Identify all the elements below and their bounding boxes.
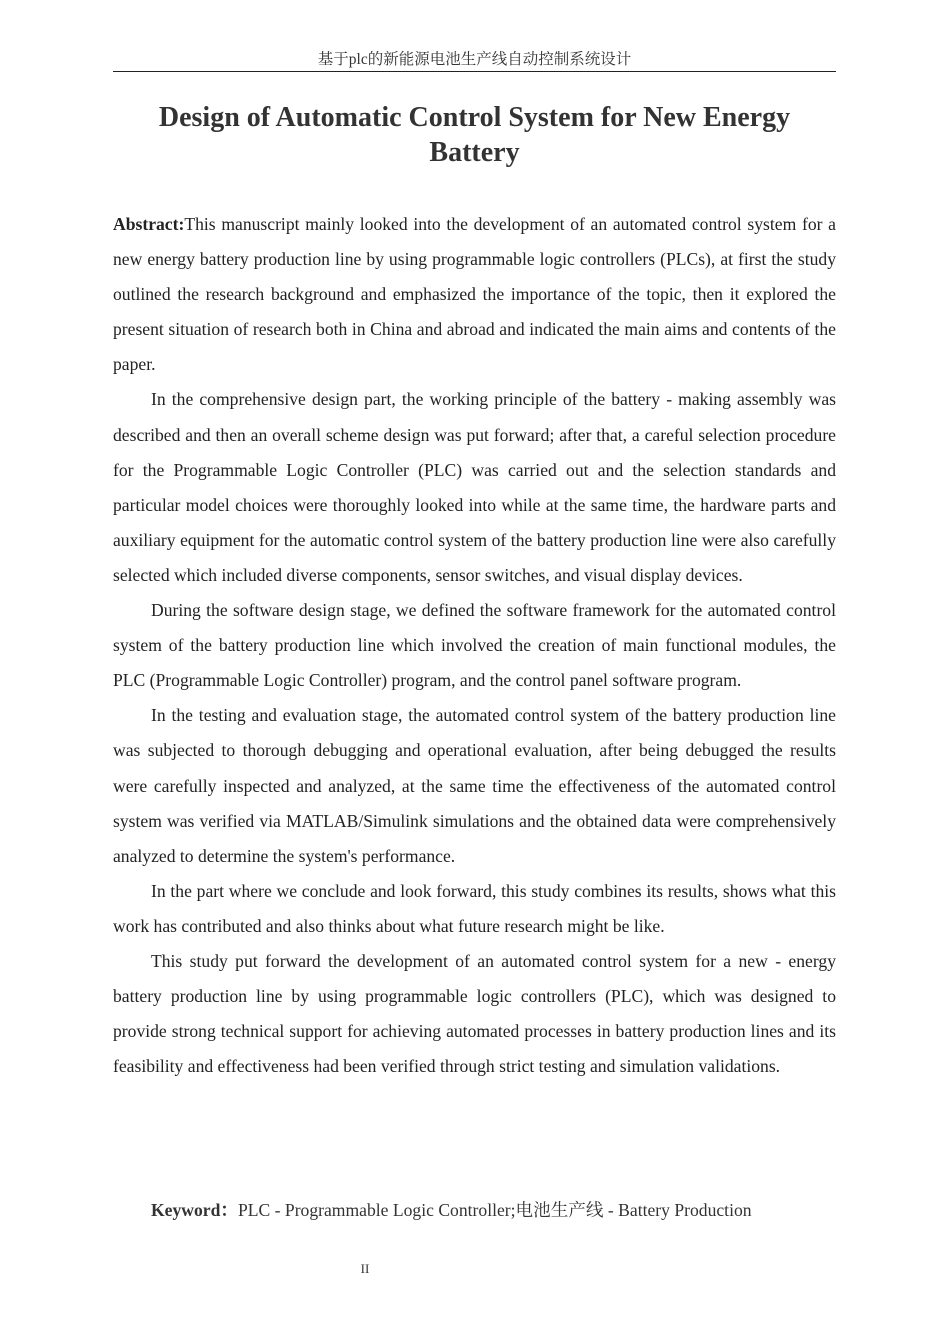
abstract-section xyxy=(113,207,836,1084)
paper-title: Design of Automatic Control System for New Energy Battery xyxy=(158,102,791,168)
page-number: II xyxy=(360,1261,370,1276)
abstract-paragraph-5: In the part where we conclude and look forward, this study combines its results, shows what this work has contributed and also thinks about what future research might be like. xyxy=(113,880,836,936)
abstract-paragraph-4: In the testing and evaluation stage, the automated control system of the battery production line was subjected to thorough debugging and operational evaluation, after being debugged the results were carefully inspected and analyzed, at the same time the effectiveness of the automated control system was verified via MATLAB/Simulink simulations and the obtained data were comprehensively analyzed to determine the system's performance. xyxy=(113,705,836,866)
header-rule xyxy=(113,71,836,72)
keywords-label: Keyword： xyxy=(151,1200,238,1220)
keywords-text: PLC - Programmable Logic Controller;电池生产线 - Battery Production xyxy=(237,1200,752,1220)
abstract-paragraph-3: During the software design stage, we defined the software framework for the automated control system of the battery production line which involved the creation of main functional modules, the PLC (Programmable Logic Controller) program, and the control panel software program. xyxy=(113,600,836,691)
abstract-paragraph-6: This study put forward the development of an automated control system for a new - energy battery production line by using programmable logic controllers (PLC), which was designed to provide strong technical support for achieving automated processes in battery production lines and its feasibility and effectiveness had been verified through strict testing and simulation validations. xyxy=(113,950,836,1077)
abstract-paragraph-1-text: This manuscript mainly looked into the development of an automated control system for a new energy battery production line by using programmable logic controllers (PLCs), at first the study outlined the research background and emphasized the importance of the topic, then it explored the present situation of research both in China and abroad and indicated the main aims and contents of the paper. xyxy=(113,214,836,375)
running-header: 基于plc的新能源电池生产线自动控制系统设计 xyxy=(317,51,632,68)
abstract-label: Abstract: xyxy=(113,214,185,234)
abstract-paragraph-2: In the comprehensive design part, the working principle of the battery - making assembly was described and then an overall scheme design was put forward; after that, a careful selection procedure for the Programmable Logic Controller (PLC) was carried out and the selection standards and particular model choices were thoroughly looked into while at the same time, the hardware parts and auxiliary equipment for the automatic control system of the battery production line were also carefully selected which included diverse components, sensor switches, and visual display devices. xyxy=(113,389,836,585)
abstract-paragraph-1 xyxy=(113,207,836,382)
keywords-line xyxy=(151,1196,851,1224)
